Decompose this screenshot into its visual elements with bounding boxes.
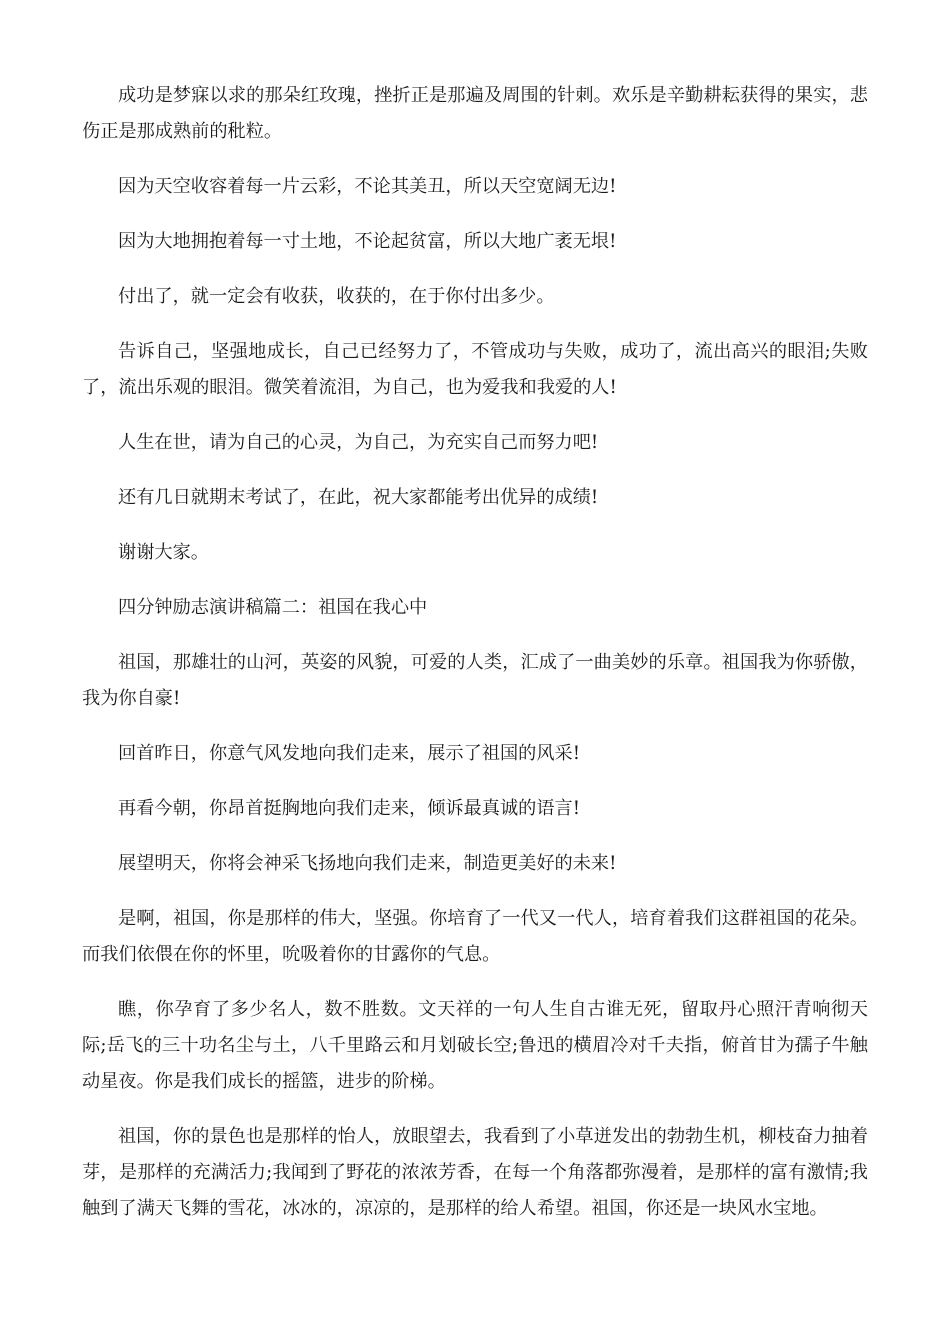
- section-heading: 四分钟励志演讲稿篇二：祖国在我心中: [118, 597, 428, 618]
- paragraph: 是啊，祖国，你是那样的伟大，坚强。你培育了一代又一代人，培育着我们这群祖国的花朵。而我们依偎在你的怀里，吮吸着你的甘露你的气息。: [82, 908, 868, 965]
- paragraph: 成功是梦寐以求的那朵红玫瑰，挫折正是那遍及周围的针刺。欢乐是辛勤耕耘获得的果实，悲伤正是那成熟前的秕粒。: [82, 85, 868, 142]
- paragraph: 祖国，你的景色也是那样的怡人，放眼望去，我看到了小草迸发出的勃勃生机，柳枝奋力抽着芽，是那样的充满活力;我闻到了野花的浓浓芳香，在每一个角落都弥漫着，是那样的富有激情;我触到了满天飞舞的雪花，冰冰的，凉凉的，是那样的给人希望。祖国，你还是一块风水宝地。: [82, 1126, 868, 1219]
- paragraph: 回首昨日，你意气风发地向我们走来，展示了祖国的风采!: [118, 743, 580, 764]
- paragraph: 人生在世，请为自己的心灵，为自己，为充实自己而努力吧!: [118, 432, 599, 453]
- paragraph: 瞧，你孕育了多少名人，数不胜数。文天祥的一句人生自古谁无死，留取丹心照汗青响彻天际;岳飞的三十功名尘与土，八千里路云和月划破长空;鲁迅的横眉冷对千夫指，俯首甘为孺子牛触动星夜。你是我们成长的摇篮，进步的阶梯。: [82, 999, 868, 1092]
- paragraph: 因为天空收容着每一片云彩，不论其美丑，所以天空宽阔无边!: [118, 176, 617, 197]
- paragraph: 再看今朝，你昂首挺胸地向我们走来，倾诉最真诚的语言!: [118, 798, 580, 819]
- paragraph: 谢谢大家。: [118, 542, 209, 563]
- paragraph: 因为大地拥抱着每一寸土地，不论起贫富，所以大地广袤无垠!: [118, 231, 617, 252]
- paragraph: 付出了，就一定会有收获，收获的，在于你付出多少。: [118, 286, 555, 307]
- paragraph: 展望明天，你将会神采飞扬地向我们走来，制造更美好的未来!: [118, 853, 617, 874]
- paragraph: 祖国，那雄壮的山河，英姿的风貌，可爱的人类，汇成了一曲美妙的乐章。祖国我为你骄傲，我为你自豪!: [82, 652, 868, 709]
- paragraph: 还有几日就期末考试了，在此，祝大家都能考出优异的成绩!: [118, 487, 599, 508]
- paragraph: 告诉自己，坚强地成长，自己已经努力了，不管成功与失败，成功了，流出高兴的眼泪;失败了，流出乐观的眼泪。微笑着流泪，为自己，也为爱我和我爱的人!: [82, 341, 868, 398]
- document-body: [82, 78, 868, 1246]
